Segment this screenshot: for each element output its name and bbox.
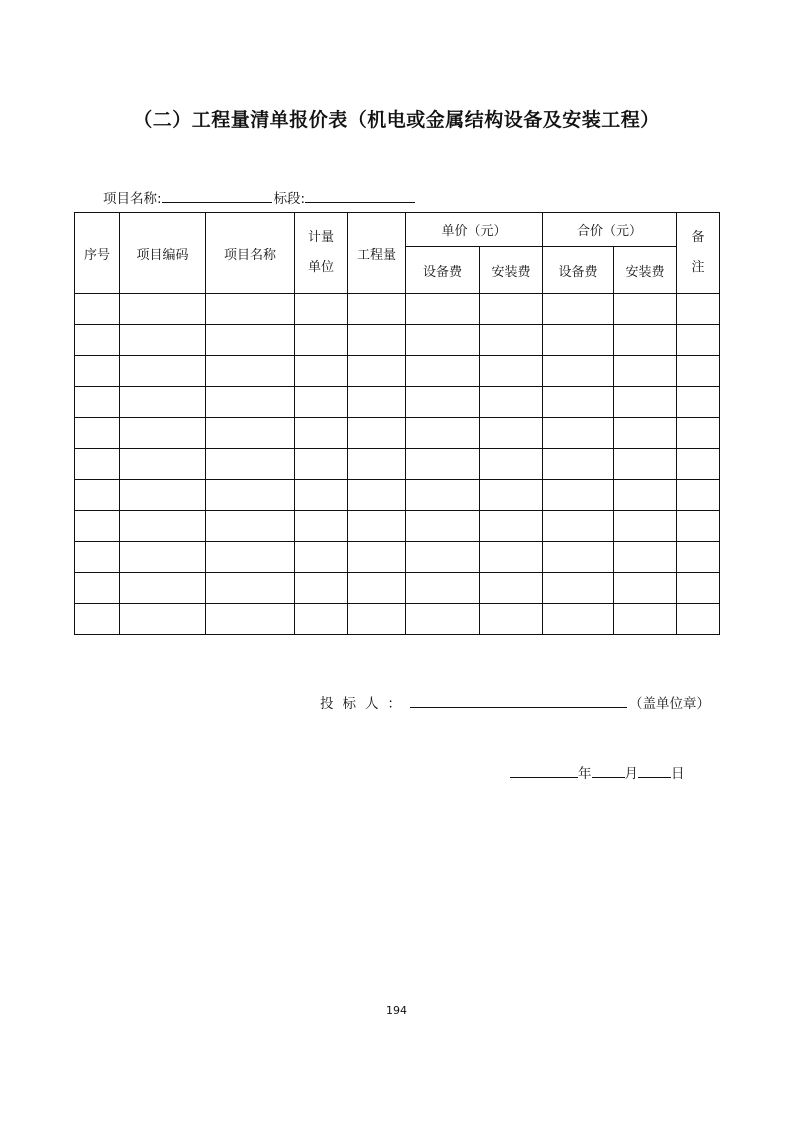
table-cell[interactable] (406, 542, 480, 573)
table-cell[interactable] (206, 387, 295, 418)
section-blank[interactable] (305, 188, 415, 203)
table-cell[interactable] (614, 604, 677, 635)
table-cell[interactable] (206, 480, 295, 511)
header-install-fee-total: 安装费 (614, 247, 677, 294)
table-cell[interactable] (677, 604, 720, 635)
table-cell[interactable] (295, 449, 348, 480)
table-cell[interactable] (480, 573, 543, 604)
header-unit-price: 单价（元） (406, 213, 543, 247)
table-cell[interactable] (614, 418, 677, 449)
table-cell[interactable] (406, 356, 480, 387)
table-row (75, 480, 720, 511)
date-line (510, 762, 685, 782)
table-cell[interactable] (295, 294, 348, 325)
table-cell[interactable] (120, 356, 206, 387)
table-cell[interactable] (348, 418, 406, 449)
table-cell[interactable] (406, 604, 480, 635)
table-cell[interactable] (348, 325, 406, 356)
table-cell[interactable] (120, 325, 206, 356)
bill-of-quantities-table (74, 212, 720, 635)
table-cell[interactable] (295, 604, 348, 635)
table-cell[interactable] (614, 573, 677, 604)
table-cell[interactable] (75, 387, 120, 418)
table-cell[interactable] (75, 604, 120, 635)
table-cell[interactable] (75, 449, 120, 480)
year-label: 年 (578, 766, 592, 782)
day-blank[interactable] (638, 763, 671, 778)
table-cell[interactable] (677, 542, 720, 573)
table-row (75, 387, 720, 418)
table-row (75, 325, 720, 356)
table-cell[interactable] (295, 418, 348, 449)
header-quantity: 工程量 (348, 213, 406, 294)
table-cell[interactable] (614, 356, 677, 387)
table-cell[interactable] (295, 511, 348, 542)
header-seq: 序号 (75, 213, 120, 294)
table-cell[interactable] (120, 511, 206, 542)
table-cell[interactable] (295, 325, 348, 356)
table-cell[interactable] (120, 542, 206, 573)
table-cell[interactable] (348, 511, 406, 542)
table-cell[interactable] (677, 356, 720, 387)
table-cell[interactable] (677, 480, 720, 511)
table-cell[interactable] (295, 542, 348, 573)
table-cell[interactable] (543, 511, 614, 542)
table-cell[interactable] (348, 356, 406, 387)
table-cell[interactable] (480, 356, 543, 387)
day-label: 日 (671, 766, 685, 782)
table-cell[interactable] (677, 387, 720, 418)
table-cell[interactable] (677, 418, 720, 449)
table-cell[interactable] (480, 449, 543, 480)
table-cell[interactable] (480, 604, 543, 635)
table-cell[interactable] (75, 325, 120, 356)
table-cell[interactable] (120, 294, 206, 325)
table-body (75, 294, 720, 635)
table-cell[interactable] (120, 573, 206, 604)
header-equip-fee: 设备费 (406, 247, 480, 294)
table-cell[interactable] (543, 604, 614, 635)
table-cell[interactable] (206, 294, 295, 325)
seal-note: （盖单位章） (629, 696, 710, 712)
table-cell[interactable] (543, 294, 614, 325)
table-cell[interactable] (614, 542, 677, 573)
table-cell[interactable] (677, 294, 720, 325)
table-row (75, 542, 720, 573)
table-row (75, 418, 720, 449)
table-cell[interactable] (406, 325, 480, 356)
table-cell[interactable] (614, 387, 677, 418)
page-title: （二）工程量清单报价表（机电或金属结构设备及安装工程） (133, 109, 660, 131)
table-cell[interactable] (614, 325, 677, 356)
table-cell[interactable] (406, 511, 480, 542)
table-cell[interactable] (75, 418, 120, 449)
month-blank[interactable] (592, 763, 625, 778)
table-cell[interactable] (206, 573, 295, 604)
table-cell[interactable] (206, 418, 295, 449)
header-remark-line2: 注 (691, 260, 705, 275)
table-cell[interactable] (75, 294, 120, 325)
table-cell[interactable] (543, 418, 614, 449)
header-equip-fee-total: 设备费 (543, 247, 614, 294)
table-cell[interactable] (206, 542, 295, 573)
bidder-signature-line (320, 692, 710, 712)
table-cell[interactable] (543, 542, 614, 573)
year-blank[interactable] (510, 763, 578, 778)
table-cell[interactable] (614, 480, 677, 511)
table-cell[interactable] (543, 356, 614, 387)
table-cell[interactable] (543, 325, 614, 356)
table-cell[interactable] (480, 387, 543, 418)
table-cell[interactable] (480, 480, 543, 511)
table-cell[interactable] (480, 511, 543, 542)
project-meta-line (103, 187, 415, 207)
table-cell[interactable] (614, 449, 677, 480)
table-cell[interactable] (406, 294, 480, 325)
header-remark (677, 213, 720, 294)
table-cell[interactable] (348, 604, 406, 635)
table-cell[interactable] (677, 573, 720, 604)
table-cell[interactable] (543, 387, 614, 418)
table-cell[interactable] (677, 449, 720, 480)
table-cell[interactable] (348, 542, 406, 573)
table-cell[interactable] (480, 325, 543, 356)
header-unit-line2: 单位 (307, 260, 334, 275)
table-row (75, 604, 720, 635)
project-name-label: 项目名称: (103, 191, 162, 207)
table-cell[interactable] (120, 604, 206, 635)
project-name-blank[interactable] (162, 188, 272, 203)
table-cell[interactable] (295, 356, 348, 387)
table-cell[interactable] (120, 418, 206, 449)
table-cell[interactable] (677, 511, 720, 542)
table-cell[interactable] (75, 511, 120, 542)
table-cell[interactable] (348, 387, 406, 418)
table-cell[interactable] (406, 387, 480, 418)
table-cell[interactable] (614, 294, 677, 325)
table-cell[interactable] (348, 480, 406, 511)
section-label: 标段: (273, 191, 306, 207)
bidder-blank[interactable] (410, 693, 627, 708)
table-cell[interactable] (543, 573, 614, 604)
table-cell[interactable] (348, 294, 406, 325)
table-cell[interactable] (206, 325, 295, 356)
table-cell[interactable] (206, 356, 295, 387)
table-cell[interactable] (543, 449, 614, 480)
table-cell[interactable] (543, 480, 614, 511)
table-cell[interactable] (206, 449, 295, 480)
table-row (75, 511, 720, 542)
table-row (75, 449, 720, 480)
table-cell[interactable] (75, 480, 120, 511)
table-cell[interactable] (348, 449, 406, 480)
table-cell[interactable] (75, 356, 120, 387)
table-cell[interactable] (75, 542, 120, 573)
header-unit (295, 213, 348, 294)
header-unit-line1: 计量 (307, 230, 334, 245)
header-total-price: 合价（元） (543, 213, 677, 247)
table-cell[interactable] (120, 387, 206, 418)
table-row (75, 573, 720, 604)
table-cell[interactable] (677, 325, 720, 356)
table-cell[interactable] (480, 418, 543, 449)
table-cell[interactable] (75, 573, 120, 604)
table-cell[interactable] (480, 542, 543, 573)
bidder-label: 投标人： (320, 696, 410, 712)
table-cell[interactable] (406, 480, 480, 511)
table-cell[interactable] (295, 573, 348, 604)
header-remark-line1: 备 (691, 230, 705, 245)
header-code: 项目编码 (120, 213, 206, 294)
header-install-fee: 安装费 (480, 247, 543, 294)
table-cell[interactable] (406, 573, 480, 604)
table-cell[interactable] (614, 511, 677, 542)
table-cell[interactable] (120, 480, 206, 511)
table-cell[interactable] (348, 573, 406, 604)
month-label: 月 (624, 766, 638, 782)
table-cell[interactable] (406, 418, 480, 449)
table-row (75, 294, 720, 325)
table-cell[interactable] (480, 294, 543, 325)
table-cell[interactable] (295, 387, 348, 418)
table-cell[interactable] (295, 480, 348, 511)
table-cell[interactable] (206, 604, 295, 635)
table-cell[interactable] (406, 449, 480, 480)
page-number: 194 (386, 1004, 407, 1017)
table-cell[interactable] (120, 449, 206, 480)
table-row (75, 356, 720, 387)
table-cell[interactable] (206, 511, 295, 542)
header-name: 项目名称 (206, 213, 295, 294)
